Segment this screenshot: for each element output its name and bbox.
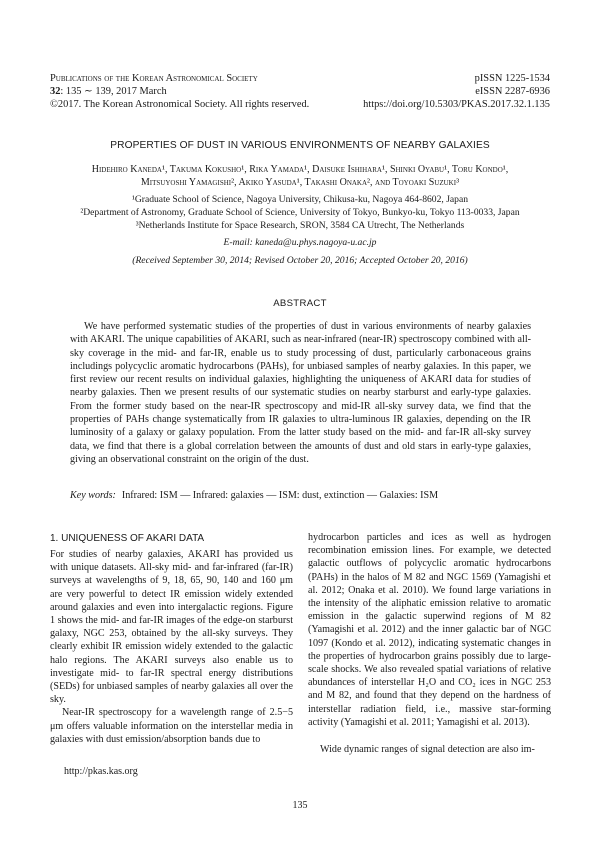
- abstract-heading: ABSTRACT: [273, 298, 327, 309]
- email[interactable]: E-mail: kaneda@u.phys.nagoya-u.ac.jp: [223, 237, 377, 248]
- paper-title: PROPERTIES OF DUST IN VARIOUS ENVIRONMENTS OF NEARBY GALAXIES: [110, 140, 490, 151]
- left-paragraph-2: Near-IR spectroscopy for a wavelength range of 2.5−5 μm offers valuable information on the interstellar media in galaxies with dust emission/absorption bands due to: [50, 707, 293, 745]
- right-paragraph-1: hydrocarbon particles and ices as well as hydrogen recombination emission lines. For example, we detected galactic outflows of polycyclic aromatic hydrocarbons (PAHs) in the halos of M 82 and NGC 1569 (Yamagishi et al. 2012; Onaka et al. 2010). We found large variations in the intensity of the aliphatic emission relative to aromatic emission in the galactic superwind regions of M 82 (Yamagishi et al. 2012) and the inner galactic bar of NGC 1097 (Kondo et al. 2012), indicating systematic changes in the properties of hydrocarbon grains possibly due to large-scale shocks. We also revealed spatial variations of relative abundances of interstellar H₂O and CO₂ ices in NGC 253 and M 82, and found that they depend on the hardness of interstellar radiation field, i.e., massive star-forming activity (Yamagishi et al. 2011; Yamagishi et al. 2013).: [308, 532, 551, 728]
- doi-link[interactable]: https://doi.org/10.5303/PKAS.2017.32.1.135: [363, 99, 550, 110]
- volume: 32: [50, 86, 61, 97]
- keywords-label: Key words:: [70, 490, 116, 501]
- volume-pages: [50, 85, 167, 98]
- footer-url[interactable]: http://pkas.kas.org: [64, 766, 138, 777]
- left-column: [50, 548, 293, 746]
- abstract-text: We have performed systematic studies of the properties of dust in various environments of nearby galaxies with AKARI. The unique capabilities of AKARI, such as near-infrared (near-IR) spectroscopy combined with all-sky coverage in the mid- and far-IR, enable us to study processing of dust, particularly carbonaceous grains includings polycyclic aromatic hydrocarbons (PAHs), for unbiased samples of nearby galaxies. In this paper, we first review our recent results on individual galaxies, highlighting the uniqueness of AKARI data for studies of nearby galaxies. Then we present results of our systematic studies on nearby starburst and early-type galaxies. From the former study based on the near-IR spectroscopy and mid-IR all-sky survey data, we find that the properties of PAHs change systematically from IR galaxies to ultra-luminous IR galaxies, depending on the IR luminosity of a galaxy or galaxy population. From the latter study based on the mid- and far-IR all-sky survey data, we find that there is a global correlation between the amounts of dust and old stars in early-type galaxies, giving an observational constraint on the origin of the dust.: [70, 321, 531, 465]
- received-dates: (Received September 30, 2014; Revised October 20, 2016; Accepted October 20, 2016): [132, 255, 468, 266]
- authors-line-2: Mitsuyoshi Yamagishi², Akiko Yasuda¹, Takashi Onaka², and Toyoaki Suzuki³: [140, 177, 460, 188]
- keywords: Infrared: ISM — Infrared: galaxies — ISM: dust, extinction — Galaxies: ISM: [121, 490, 439, 501]
- right-column: [308, 531, 551, 756]
- pissn: pISSN 1225-1534: [474, 73, 550, 84]
- affiliation-1: ¹Graduate School of Science, Nagoya University, Chikusa-ku, Nagoya 464-8602, Japan: [131, 194, 469, 205]
- keywords-line: [70, 490, 531, 501]
- section-heading: 1. UNIQUENESS OF AKARI DATA: [50, 533, 205, 544]
- eissn: eISSN 2287-6936: [475, 86, 550, 97]
- journal-name: Publications of the Korean Astronomical Society: [50, 73, 258, 84]
- right-paragraph-2: Wide dynamic ranges of signal detection are also im-: [320, 744, 535, 756]
- copyright: ©2017. The Korean Astronomical Society. All rights reserved.: [50, 99, 310, 110]
- authors-line-1: Hidehiro Kaneda¹, Takuma Kokusho¹, Rika Yamada¹, Daisuke Ishihara¹, Shinki Oyabu¹, Toru Kondo¹,: [91, 164, 509, 175]
- affiliation-2: ²Department of Astronomy, Graduate School of Science, University of Tokyo, Bunkyo-ku, Tokyo 113-0033, Japan: [80, 207, 520, 218]
- pages: : 135 ∼ 139, 2017 March: [60, 86, 167, 97]
- left-paragraph-1: For studies of nearby galaxies, AKARI has provided us with unique datasets. All-sky mid- and far-infrared (far-IR) surveys at wavelengths of 9, 18, 65, 90, 140 and 160 μm are very powerful to detect IR emission widely extended around galaxies and even into intergalactic regions. Figure 1 shows the mid- and far-IR images of the edge-on starburst galaxy, NGC 253, obtained by the all-sky surveys. They clearly exhibit IR emission widely extended to the galactic halo regions. The AKARI surveys also enable us to investigate mid- to far-IR spectral energy distributions (SEDs) for unbiased samples of nearby galaxies all over the sky.: [50, 549, 293, 706]
- page-number: 135: [292, 800, 308, 811]
- affiliation-3: ³Netherlands Institute for Space Research, SRON, 3584 CA Utrecht, The Netherlands: [135, 220, 465, 231]
